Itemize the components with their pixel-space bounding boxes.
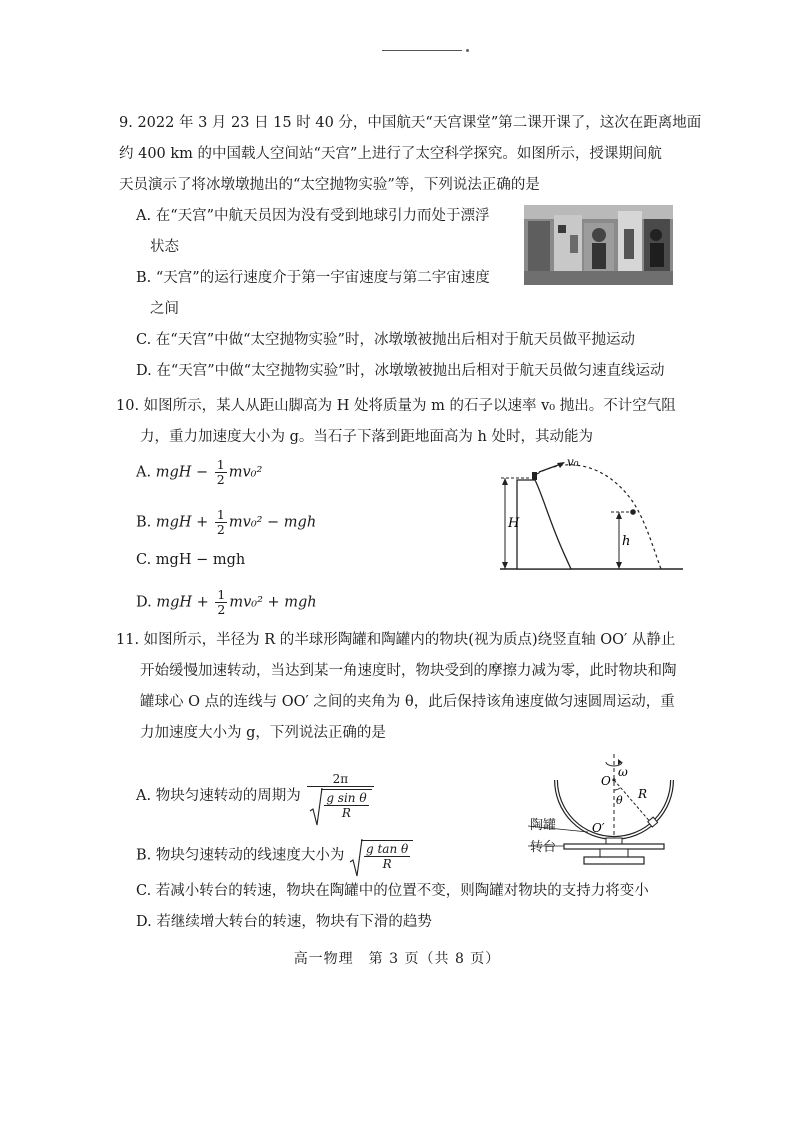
q10-option-b — [136, 508, 316, 537]
q11-stem-line4: 力加速度大小为 g，下列说法正确的是 — [140, 725, 386, 741]
q11-stem-line1: 11. 如图所示，半径为 R 的半球形陶罐和陶罐内的物块(视为质点)绕竖直轴 OO′ 从静止 — [116, 632, 676, 648]
h-label: h — [622, 534, 631, 549]
pot-base — [606, 838, 622, 844]
q9-stem-line3: 天员演示了将冰墩墩抛出的“太空抛物实验”等，下列说法正确的是 — [119, 177, 540, 193]
half-fraction: $\frac{1}{2}$ — [217, 587, 226, 617]
period-fraction — [307, 772, 373, 820]
q9-option-c: C. 在“天宫”中做“太空抛物实验”时，冰墩墩被抛出后相对于航天员做平抛运动 — [136, 332, 635, 348]
q10-option-a — [136, 458, 262, 487]
v0-arrow — [539, 464, 561, 472]
projectile-figure — [495, 452, 685, 577]
q11-stem-line3: 罐球心 O 点的连线与 OO′ 之间的夹角为 θ，此后保持该角速度做匀速圆周运动，重 — [140, 694, 675, 710]
period-sqrt: $\frac{\text{g sin θ}}{R}$ — [309, 789, 371, 820]
cliff-shape — [517, 480, 571, 569]
q11-a-pre: A. 物块匀速转动的周期为 — [136, 788, 301, 804]
q9-option-b: B. “天宫”的运行速度介于第一宇宙速度与第二宇宙速度 — [136, 270, 490, 286]
q9-option-d: D. 在“天宫”中做“太空抛物实验”时，冰墩墩被抛出后相对于航天员做匀速直线运动 — [136, 363, 665, 379]
H-label: H — [508, 516, 520, 531]
half-fraction: $\frac{1}{2}$ — [216, 457, 225, 487]
header-rule — [382, 50, 462, 51]
q10-a-label: A. — [136, 464, 152, 481]
q10-d-post: mv₀² + mgh — [229, 594, 317, 611]
q10-b-pre: mgH + — [155, 514, 209, 531]
turntable-top — [564, 844, 664, 849]
q10-stem-line1: 10. 如图所示，某人从距山脚高为 H 处将质量为 m 的石子以速率 v₀ 抛出。不计空气阻 — [116, 398, 676, 414]
turntable-label: 转台 — [530, 840, 557, 855]
q10-option-c: C. mgH − mgh — [136, 552, 246, 568]
q10-d-pre: mgH + — [156, 594, 209, 611]
Oprime-label: O′ — [592, 821, 605, 835]
q11-stem-line2: 开始缓慢加速转动，当达到某一角速度时，物块受到的摩擦力减为零，此时物块和陶 — [140, 663, 677, 679]
q10-stem-line2: 力，重力加速度大小为 g。当石子下落到距地面高为 h 处时，其动能为 — [140, 429, 593, 445]
omega-label: ω — [618, 765, 628, 779]
turntable-stem — [600, 849, 628, 857]
period-numerator: 2π — [307, 772, 373, 787]
header-dot — [466, 49, 469, 52]
q10-option-d — [136, 588, 317, 617]
q9-option-a-cont: 状态 — [150, 239, 179, 255]
q11-option-c: C. 若减小转台的转速，物块在陶罐中的位置不变，则陶罐对物块的支持力将变小 — [136, 883, 649, 899]
page-footer: 高一物理 第 3 页（共 8 页） — [293, 951, 501, 967]
q11-option-d: D. 若继续增大转台的转速，物块有下滑的趋势 — [136, 914, 432, 930]
q10-b-post: mv₀² − mgh — [228, 514, 317, 531]
q9-stem-line1: 9. 2022 年 3 月 23 日 15 时 40 分，中国航天“天宫课堂”第二课开课了，这次在距离地面 — [119, 115, 702, 131]
half-fraction: $\frac{1}{2}$ — [216, 507, 225, 537]
O-label: O — [601, 774, 611, 788]
velocity-sqrt: $\frac{\text{g tan θ}}{R}$ — [349, 840, 413, 871]
thrower-icon — [532, 472, 537, 480]
q9-stem-line2: 约 400 km 的中国载人空间站“天宫”上进行了太空科学探究。如图所示，授课期间航 — [119, 146, 662, 162]
q11-option-a — [136, 772, 376, 820]
q11-option-b — [136, 840, 413, 871]
space-station-photo — [524, 205, 673, 285]
q10-d-label: D. — [136, 594, 152, 611]
theta-label: θ — [616, 794, 623, 807]
q10-b-label: B. — [136, 514, 152, 531]
q9-option-b-cont: 之间 — [150, 301, 179, 317]
q9-option-a: A. 在“天宫”中航天员因为没有受到地球引力而处于漂浮 — [136, 208, 490, 224]
q10-a-pre: mgH − — [155, 464, 209, 481]
pot-label: 陶罐 — [530, 818, 557, 833]
R-label: R — [638, 787, 648, 801]
pot-bowl — [556, 780, 672, 838]
q11-b-pre: B. 物块匀速转动的线速度大小为 — [136, 847, 345, 864]
turntable-base — [584, 857, 644, 864]
q10-a-post: mv₀² — [228, 464, 263, 481]
v0-label: v₀ — [567, 455, 579, 469]
